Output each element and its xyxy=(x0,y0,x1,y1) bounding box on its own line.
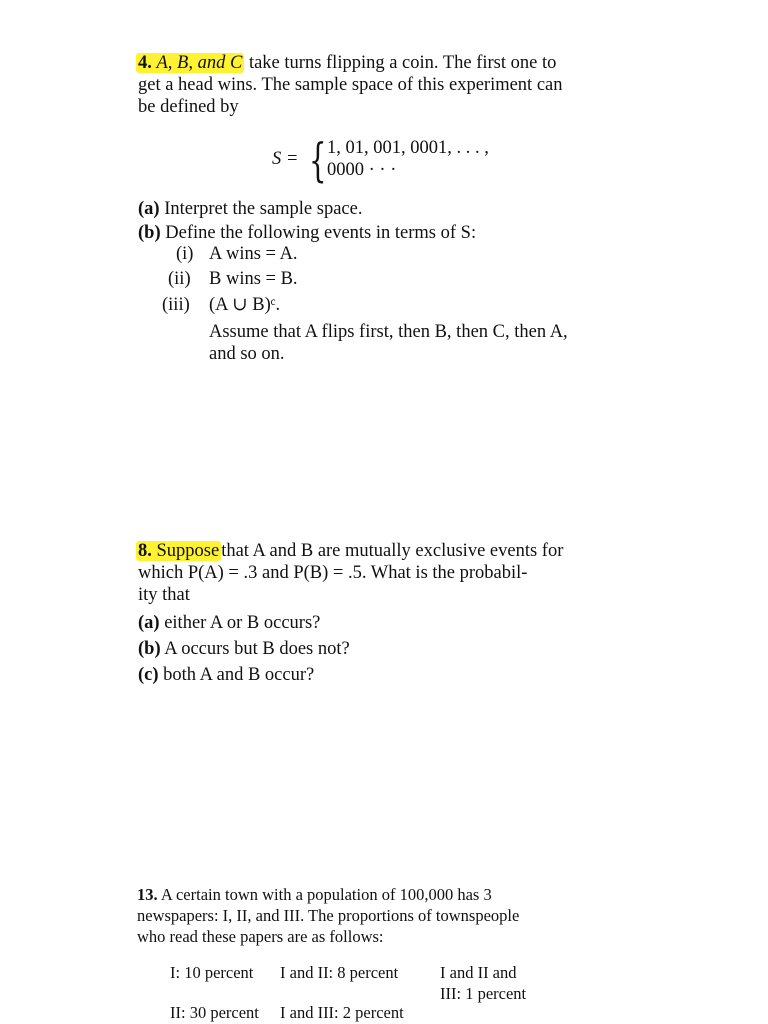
problem-8-part-b xyxy=(138,638,350,660)
p8-part-a-label: (a) xyxy=(138,613,160,633)
problem-8-part-a xyxy=(138,612,320,634)
problem-13-line-1-text: A certain town with a population of 100,000 has 3 xyxy=(160,885,492,904)
problem-13-line-1 xyxy=(137,884,492,905)
table-cell-1-3a: I and II and xyxy=(440,963,517,982)
problem-4-line-2: get a head wins. The sample space of this experiment can xyxy=(138,75,563,95)
problem-13-line-2: newspapers: I, II, and III. The proportions of townspeople xyxy=(137,906,520,925)
p8-part-c-label: (c) xyxy=(138,665,159,685)
problem-4-line-3: be defined by xyxy=(138,97,239,117)
p8-part-b-text: A occurs but B does not? xyxy=(164,639,350,659)
problem-8-line-1 xyxy=(138,540,563,562)
item-iii-label: (iii) xyxy=(162,295,190,315)
problem-4-line-1-text: take turns flipping a coin. The first one to xyxy=(248,53,557,73)
table-cell-1-1: I: 10 percent xyxy=(170,963,254,982)
item-i-text: A wins = A. xyxy=(209,244,298,264)
problem-8-number: 8. xyxy=(138,541,152,561)
problem-4-part-b xyxy=(138,222,476,244)
part-a-label: (a) xyxy=(138,199,160,219)
table-cell-1-2: I and II: 8 percent xyxy=(280,963,399,982)
highlight-problem-4 xyxy=(136,53,244,73)
item-iii-text: (A ∪ B)ᶜ. xyxy=(209,295,281,315)
p8-part-b-label: (b) xyxy=(138,639,161,659)
set-name: S = xyxy=(272,149,299,169)
left-brace: { xyxy=(309,133,327,187)
part-a-text: Interpret the sample space. xyxy=(164,199,363,219)
problem-13-line-3: who read these papers are as follows: xyxy=(137,927,384,946)
problem-13-number: 13. xyxy=(137,885,158,904)
item-ii-label: (ii) xyxy=(168,269,191,289)
problem-4-highlighted-text: A, B, and C xyxy=(156,53,243,73)
problem-8-part-c xyxy=(138,664,314,686)
part-b-text: Define the following events in terms of S: xyxy=(165,223,477,243)
highlight-problem-8 xyxy=(136,541,221,561)
table-cell-1-3b: III: 1 percent xyxy=(440,984,527,1003)
problem-8-highlighted-text: Suppose xyxy=(156,541,220,561)
assume-line-2: and so on. xyxy=(209,344,285,364)
table-cell-2-2: I and III: 2 percent xyxy=(280,1003,404,1022)
problem-8-line-1-text: that A and B are mutually exclusive events for xyxy=(221,541,564,561)
problem-4-line-1 xyxy=(138,52,556,74)
problem-4-part-a xyxy=(138,198,362,220)
item-ii-text: B wins = B. xyxy=(209,269,298,289)
set-line-1: 1, 01, 001, 0001, . . . , xyxy=(327,138,489,158)
problem-8-line-2: which P(A) = .3 and P(B) = .5. What is the probabil- xyxy=(138,563,528,583)
problem-4-number: 4. xyxy=(138,53,152,73)
p8-part-a-text: either A or B occurs? xyxy=(164,613,321,633)
problem-8-line-3: ity that xyxy=(138,585,190,605)
p8-part-c-text: both A and B occur? xyxy=(163,665,315,685)
part-b-label: (b) xyxy=(138,223,161,243)
table-cell-2-1: II: 30 percent xyxy=(170,1003,259,1022)
item-i-label: (i) xyxy=(176,244,194,264)
assume-line-1: Assume that A flips first, then B, then C, then A, xyxy=(209,322,568,342)
set-line-2: 0000 · · · xyxy=(327,160,397,180)
